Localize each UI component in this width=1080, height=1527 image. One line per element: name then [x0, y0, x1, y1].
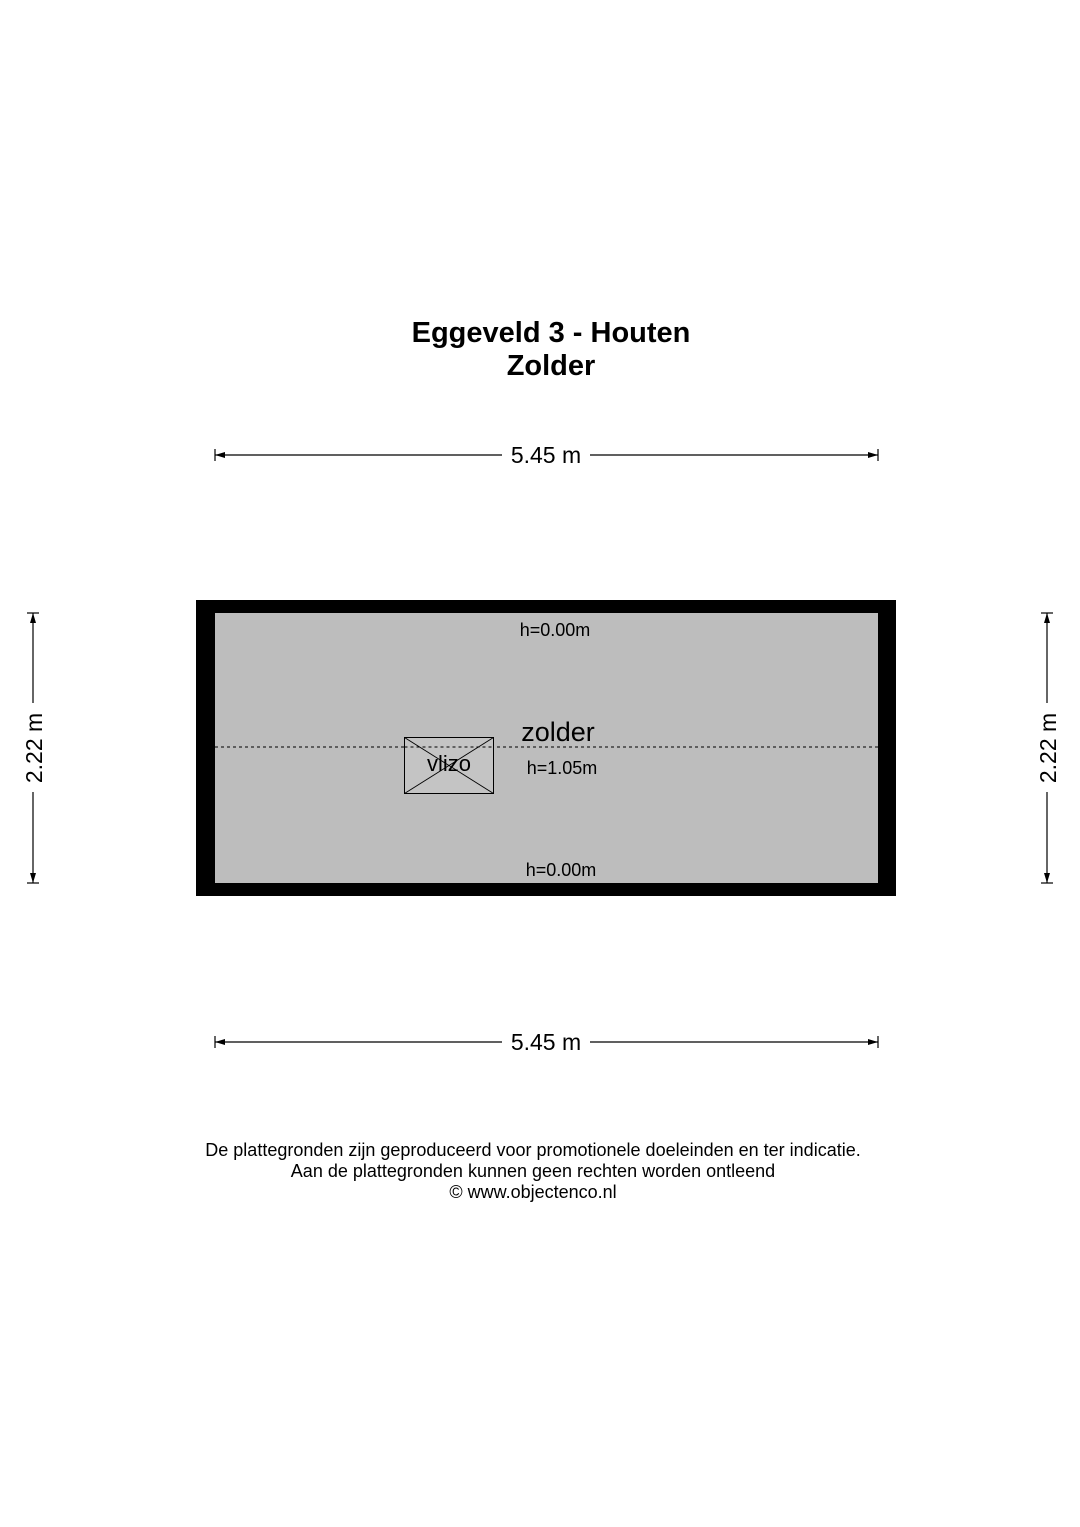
- top-dimension: [215, 442, 878, 468]
- hatch-label: vlizo: [426, 751, 472, 776]
- height-label-top: h=0.00m: [519, 620, 591, 640]
- disclaimer-line-1: De plattegronden zijn geproduceerd voor promotionele doeleinden en ter indicatie.: [205, 1140, 861, 1160]
- left-dimension: [21, 613, 47, 883]
- height-label-ridge: h=1.05m: [526, 758, 598, 778]
- top-dimension-label: 5.45 m: [510, 442, 582, 468]
- disclaimer: [0, 1140, 1073, 1203]
- attic-hatch: [405, 738, 494, 794]
- disclaimer-line-2: Aan de plattegronden kunnen geen rechten worden ontleend: [290, 1161, 776, 1181]
- bottom-dimension: [215, 1029, 878, 1055]
- right-dimension: [1035, 613, 1061, 883]
- plan-title: Eggeveld 3 - Houten: [411, 317, 691, 349]
- room-name: zolder: [521, 717, 595, 747]
- height-label-bottom: h=0.00m: [525, 860, 597, 880]
- right-dimension-label: 2.22 m: [1035, 712, 1061, 784]
- bottom-dimension-label: 5.45 m: [510, 1029, 582, 1055]
- floor-title: Zolder: [506, 350, 596, 382]
- left-dimension-label: 2.22 m: [21, 712, 47, 784]
- copyright-line: © www.objectenco.nl: [449, 1182, 617, 1202]
- room-floor: [215, 613, 878, 883]
